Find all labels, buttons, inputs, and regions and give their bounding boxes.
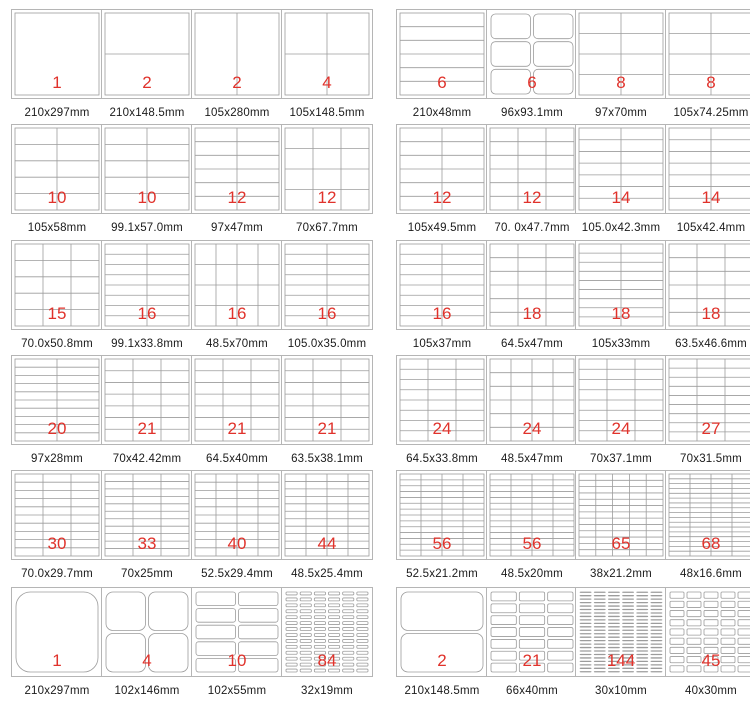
label-cell (329, 616, 340, 619)
label-cell (687, 638, 701, 644)
label-size: 210x48mm (412, 107, 472, 119)
label-size: 97x28mm (31, 453, 83, 465)
sheet-preview (665, 124, 750, 214)
label-size: 70.0x50.8mm (21, 338, 93, 350)
label-cell (329, 592, 340, 595)
label-cell (704, 620, 718, 626)
sheet-preview (281, 470, 373, 560)
label-cell (357, 616, 368, 619)
label-cell (704, 638, 718, 644)
sheet-preview (281, 124, 373, 214)
label-cell (239, 625, 279, 639)
sheet-preview (281, 587, 373, 677)
label-size: 105x74.25mm (673, 107, 749, 119)
label-cell (721, 638, 735, 644)
sheet-preview (486, 240, 578, 330)
label-size: 97x47mm (211, 222, 263, 234)
label-cell (149, 592, 189, 631)
label-cell (286, 645, 297, 648)
label-cell (314, 604, 325, 607)
sheet-preview (486, 124, 578, 214)
label-cell (704, 601, 718, 607)
label-size: 210x297mm (24, 685, 90, 697)
label-size: 96x93.1mm (501, 107, 563, 119)
sheet-preview (101, 9, 193, 99)
label-count: 24 (611, 419, 631, 438)
label-cell (286, 639, 297, 642)
sheet-preview (575, 355, 667, 445)
label-cell (343, 592, 354, 595)
label-count: 6 (527, 73, 537, 92)
sheet-preview (101, 355, 193, 445)
label-cell (239, 592, 279, 606)
label-count: 12 (432, 188, 452, 207)
sheet-preview (11, 587, 103, 677)
label-cell (519, 616, 544, 625)
label-cell (491, 14, 531, 39)
label-size: 70x31.5mm (680, 453, 742, 465)
label-cell (300, 604, 311, 607)
sheet-preview (11, 355, 103, 445)
sheet-preview (665, 587, 750, 677)
label-cell (519, 628, 544, 637)
label-cell (314, 622, 325, 625)
label-size: 48.5x25.4mm (291, 568, 363, 580)
label-cell (670, 629, 684, 635)
label-count: 20 (47, 419, 67, 438)
sheet-preview (396, 124, 488, 214)
label-count: 21 (137, 419, 157, 438)
label-size: 63.5x38.1mm (291, 453, 363, 465)
label-cell (314, 645, 325, 648)
label-count: 33 (137, 534, 157, 553)
label-size: 48.5x47mm (501, 453, 563, 465)
label-cell (519, 604, 544, 613)
label-cell (343, 628, 354, 631)
label-cell (196, 625, 236, 639)
label-count: 21 (522, 651, 542, 670)
label-cell (687, 601, 701, 607)
label-count: 16 (227, 304, 247, 323)
label-cell (721, 592, 735, 598)
label-cell (343, 598, 354, 601)
label-count: 21 (227, 419, 247, 438)
label-size: 210x297mm (24, 107, 90, 119)
label-count: 4 (142, 651, 152, 670)
label-cell (343, 634, 354, 637)
label-count: 27 (701, 419, 721, 438)
label-count: 16 (432, 304, 452, 323)
label-cell (314, 610, 325, 613)
sheet-preview (486, 470, 578, 560)
label-cell (329, 622, 340, 625)
sheet-preview (101, 240, 193, 330)
label-cell (534, 14, 574, 39)
label-count: 144 (606, 651, 636, 670)
label-count: 12 (317, 188, 337, 207)
sheet-preview (11, 240, 103, 330)
sheet-preview (11, 124, 103, 214)
label-cell (314, 592, 325, 595)
label-count: 1 (52, 73, 62, 92)
label-cell (548, 628, 573, 637)
label-size: 48x16.6mm (680, 568, 742, 580)
label-size: 32x19mm (301, 685, 353, 697)
label-cell (548, 604, 573, 613)
label-cell (357, 645, 368, 648)
label-cell (314, 616, 325, 619)
label-size: 105x49.5mm (407, 222, 477, 234)
label-cell (704, 592, 718, 598)
sheet-preview (575, 9, 667, 99)
sheet-preview (486, 9, 578, 99)
label-count: 8 (706, 73, 716, 92)
sheet-preview (396, 470, 488, 560)
label-cell (343, 645, 354, 648)
sheet-preview (11, 470, 103, 560)
label-size: 70x25mm (121, 568, 173, 580)
sheet-preview (191, 355, 283, 445)
label-cell (286, 604, 297, 607)
sheet-preview (281, 240, 373, 330)
label-cell (357, 610, 368, 613)
label-cell (534, 42, 574, 67)
label-size: 105x280mm (204, 107, 270, 119)
label-cell (300, 645, 311, 648)
label-cell (519, 639, 544, 648)
label-count: 10 (227, 651, 247, 670)
sheet-preview (101, 587, 193, 677)
label-cell (300, 616, 311, 619)
label-count: 84 (317, 651, 337, 670)
label-size: 210x148.5mm (109, 107, 185, 119)
label-count: 30 (47, 534, 67, 553)
label-count: 16 (137, 304, 157, 323)
label-size: 38x21.2mm (590, 568, 652, 580)
label-cell (314, 628, 325, 631)
label-size: 64.5x47mm (501, 338, 563, 350)
label-cell (239, 609, 279, 623)
label-cell (300, 639, 311, 642)
label-cell (491, 604, 516, 613)
label-cell (286, 598, 297, 601)
label-cell (329, 634, 340, 637)
label-cell (357, 622, 368, 625)
label-size: 70x37.1mm (590, 453, 652, 465)
label-count: 65 (611, 534, 631, 553)
label-cell (357, 634, 368, 637)
label-size: 30x10mm (595, 685, 647, 697)
label-cell (670, 638, 684, 644)
label-count: 45 (701, 651, 721, 670)
label-count: 21 (317, 419, 337, 438)
label-cell (286, 592, 297, 595)
label-cell (343, 622, 354, 625)
sheet-preview (191, 587, 283, 677)
sheet-preview (281, 9, 373, 99)
label-count: 2 (437, 651, 447, 670)
label-cell (721, 610, 735, 616)
label-cell (738, 610, 750, 616)
sheet-preview (191, 124, 283, 214)
label-count: 14 (611, 188, 631, 207)
sheet-preview (396, 355, 488, 445)
label-cell (401, 592, 483, 631)
label-count: 15 (47, 304, 67, 323)
label-cell (343, 639, 354, 642)
label-cell (343, 604, 354, 607)
label-cell (670, 610, 684, 616)
label-cell (548, 616, 573, 625)
label-size: 48.5x20mm (501, 568, 563, 580)
label-cell (286, 622, 297, 625)
label-count: 6 (437, 73, 447, 92)
sheet-preview (665, 355, 750, 445)
sheet-preview (11, 9, 103, 99)
label-size: 63.5x46.6mm (675, 338, 747, 350)
label-cell (329, 604, 340, 607)
label-cell (286, 634, 297, 637)
sheet-preview (396, 240, 488, 330)
label-cell (329, 639, 340, 642)
sheet-preview (486, 587, 578, 677)
label-cell (343, 616, 354, 619)
label-count: 24 (522, 419, 542, 438)
label-cell (343, 610, 354, 613)
sheet-preview (191, 470, 283, 560)
label-cell (738, 629, 750, 635)
label-count: 68 (701, 534, 721, 553)
label-cell (329, 645, 340, 648)
label-count: 56 (522, 534, 542, 553)
label-size: 70x67.7mm (296, 222, 358, 234)
label-cell (704, 610, 718, 616)
label-size: 40x30mm (685, 685, 737, 697)
label-count: 1 (52, 651, 62, 670)
label-size: 97x70mm (595, 107, 647, 119)
label-cell (491, 616, 516, 625)
sheet-preview (665, 240, 750, 330)
label-cell (519, 592, 544, 601)
label-cell (670, 620, 684, 626)
label-cell (314, 639, 325, 642)
label-size: 105x33mm (591, 338, 651, 350)
sheet-preview (665, 9, 750, 99)
label-count: 2 (232, 73, 242, 92)
label-cell (687, 592, 701, 598)
label-count: 8 (616, 73, 626, 92)
label-cell (670, 592, 684, 598)
label-count: 16 (317, 304, 337, 323)
label-cell (687, 620, 701, 626)
label-size: 105x42.4mm (676, 222, 746, 234)
sheet-preview (191, 9, 283, 99)
label-size: 102x146mm (114, 685, 180, 697)
label-size: 210x148.5mm (404, 685, 480, 697)
label-cell (548, 592, 573, 601)
label-count: 12 (227, 188, 247, 207)
label-cell (738, 592, 750, 598)
label-count: 10 (137, 188, 157, 207)
label-cell (738, 638, 750, 644)
label-size: 105.0x35.0mm (287, 338, 367, 350)
label-size: 105x58mm (27, 222, 87, 234)
label-size: 102x55mm (207, 685, 267, 697)
sheet-preview (191, 240, 283, 330)
label-cell (738, 620, 750, 626)
label-cell (670, 601, 684, 607)
sheet-preview (575, 124, 667, 214)
label-size: 99.1x33.8mm (111, 338, 183, 350)
label-size: 105x148.5mm (289, 107, 365, 119)
sheet-preview (396, 587, 488, 677)
label-size: 64.5x33.8mm (406, 453, 478, 465)
label-count: 2 (142, 73, 152, 92)
label-count: 18 (701, 304, 721, 323)
label-cell (721, 601, 735, 607)
label-cell (687, 610, 701, 616)
label-size: 70x42.42mm (112, 453, 182, 465)
label-cell (329, 610, 340, 613)
sheet-preview (486, 355, 578, 445)
sheet-preview (101, 470, 193, 560)
label-size: 70.0x29.7mm (21, 568, 93, 580)
label-size: 105.0x42.3mm (581, 222, 661, 234)
sheet-preview (281, 355, 373, 445)
label-cell (314, 634, 325, 637)
label-count: 40 (227, 534, 247, 553)
sheet-preview (575, 240, 667, 330)
label-count: 56 (432, 534, 452, 553)
label-cell (357, 639, 368, 642)
label-cell (721, 620, 735, 626)
label-count: 18 (522, 304, 542, 323)
label-count: 44 (317, 534, 337, 553)
label-size: 105x37mm (412, 338, 472, 350)
label-size: 52.5x29.4mm (201, 568, 273, 580)
label-cell (357, 628, 368, 631)
label-cell (329, 598, 340, 601)
label-count: 10 (47, 188, 67, 207)
sheet-preview (101, 124, 193, 214)
label-cell (329, 628, 340, 631)
label-cell (196, 609, 236, 623)
label-cell (300, 610, 311, 613)
label-cell (357, 604, 368, 607)
label-cell (491, 592, 516, 601)
label-count: 4 (322, 73, 332, 92)
label-size: 48.5x70mm (206, 338, 268, 350)
label-cell (286, 628, 297, 631)
label-cell (357, 598, 368, 601)
sheet-preview (665, 470, 750, 560)
label-cell (687, 629, 701, 635)
label-size: 70. 0x47.7mm (494, 222, 570, 234)
label-cell (738, 601, 750, 607)
label-cell (704, 629, 718, 635)
label-cell (721, 629, 735, 635)
label-cell (300, 592, 311, 595)
label-count: 24 (432, 419, 452, 438)
label-cell (548, 639, 573, 648)
label-size: 52.5x21.2mm (406, 568, 478, 580)
label-cell (300, 622, 311, 625)
sheet-preview (575, 470, 667, 560)
label-cell (106, 592, 146, 631)
sheet-preview (396, 9, 488, 99)
label-cell (300, 628, 311, 631)
label-count: 12 (522, 188, 542, 207)
label-size: 64.5x40mm (206, 453, 268, 465)
label-cell (491, 628, 516, 637)
label-cell (286, 610, 297, 613)
label-cell (491, 639, 516, 648)
label-cell (357, 592, 368, 595)
label-cell (286, 616, 297, 619)
label-size: 99.1x57.0mm (111, 222, 183, 234)
label-cell (300, 634, 311, 637)
label-cell (196, 592, 236, 606)
label-cell (314, 598, 325, 601)
label-count: 14 (701, 188, 721, 207)
label-size: 66x40mm (506, 685, 558, 697)
sheet-preview (575, 587, 667, 677)
label-cell (300, 598, 311, 601)
label-cell (491, 42, 531, 67)
label-count: 18 (611, 304, 631, 323)
